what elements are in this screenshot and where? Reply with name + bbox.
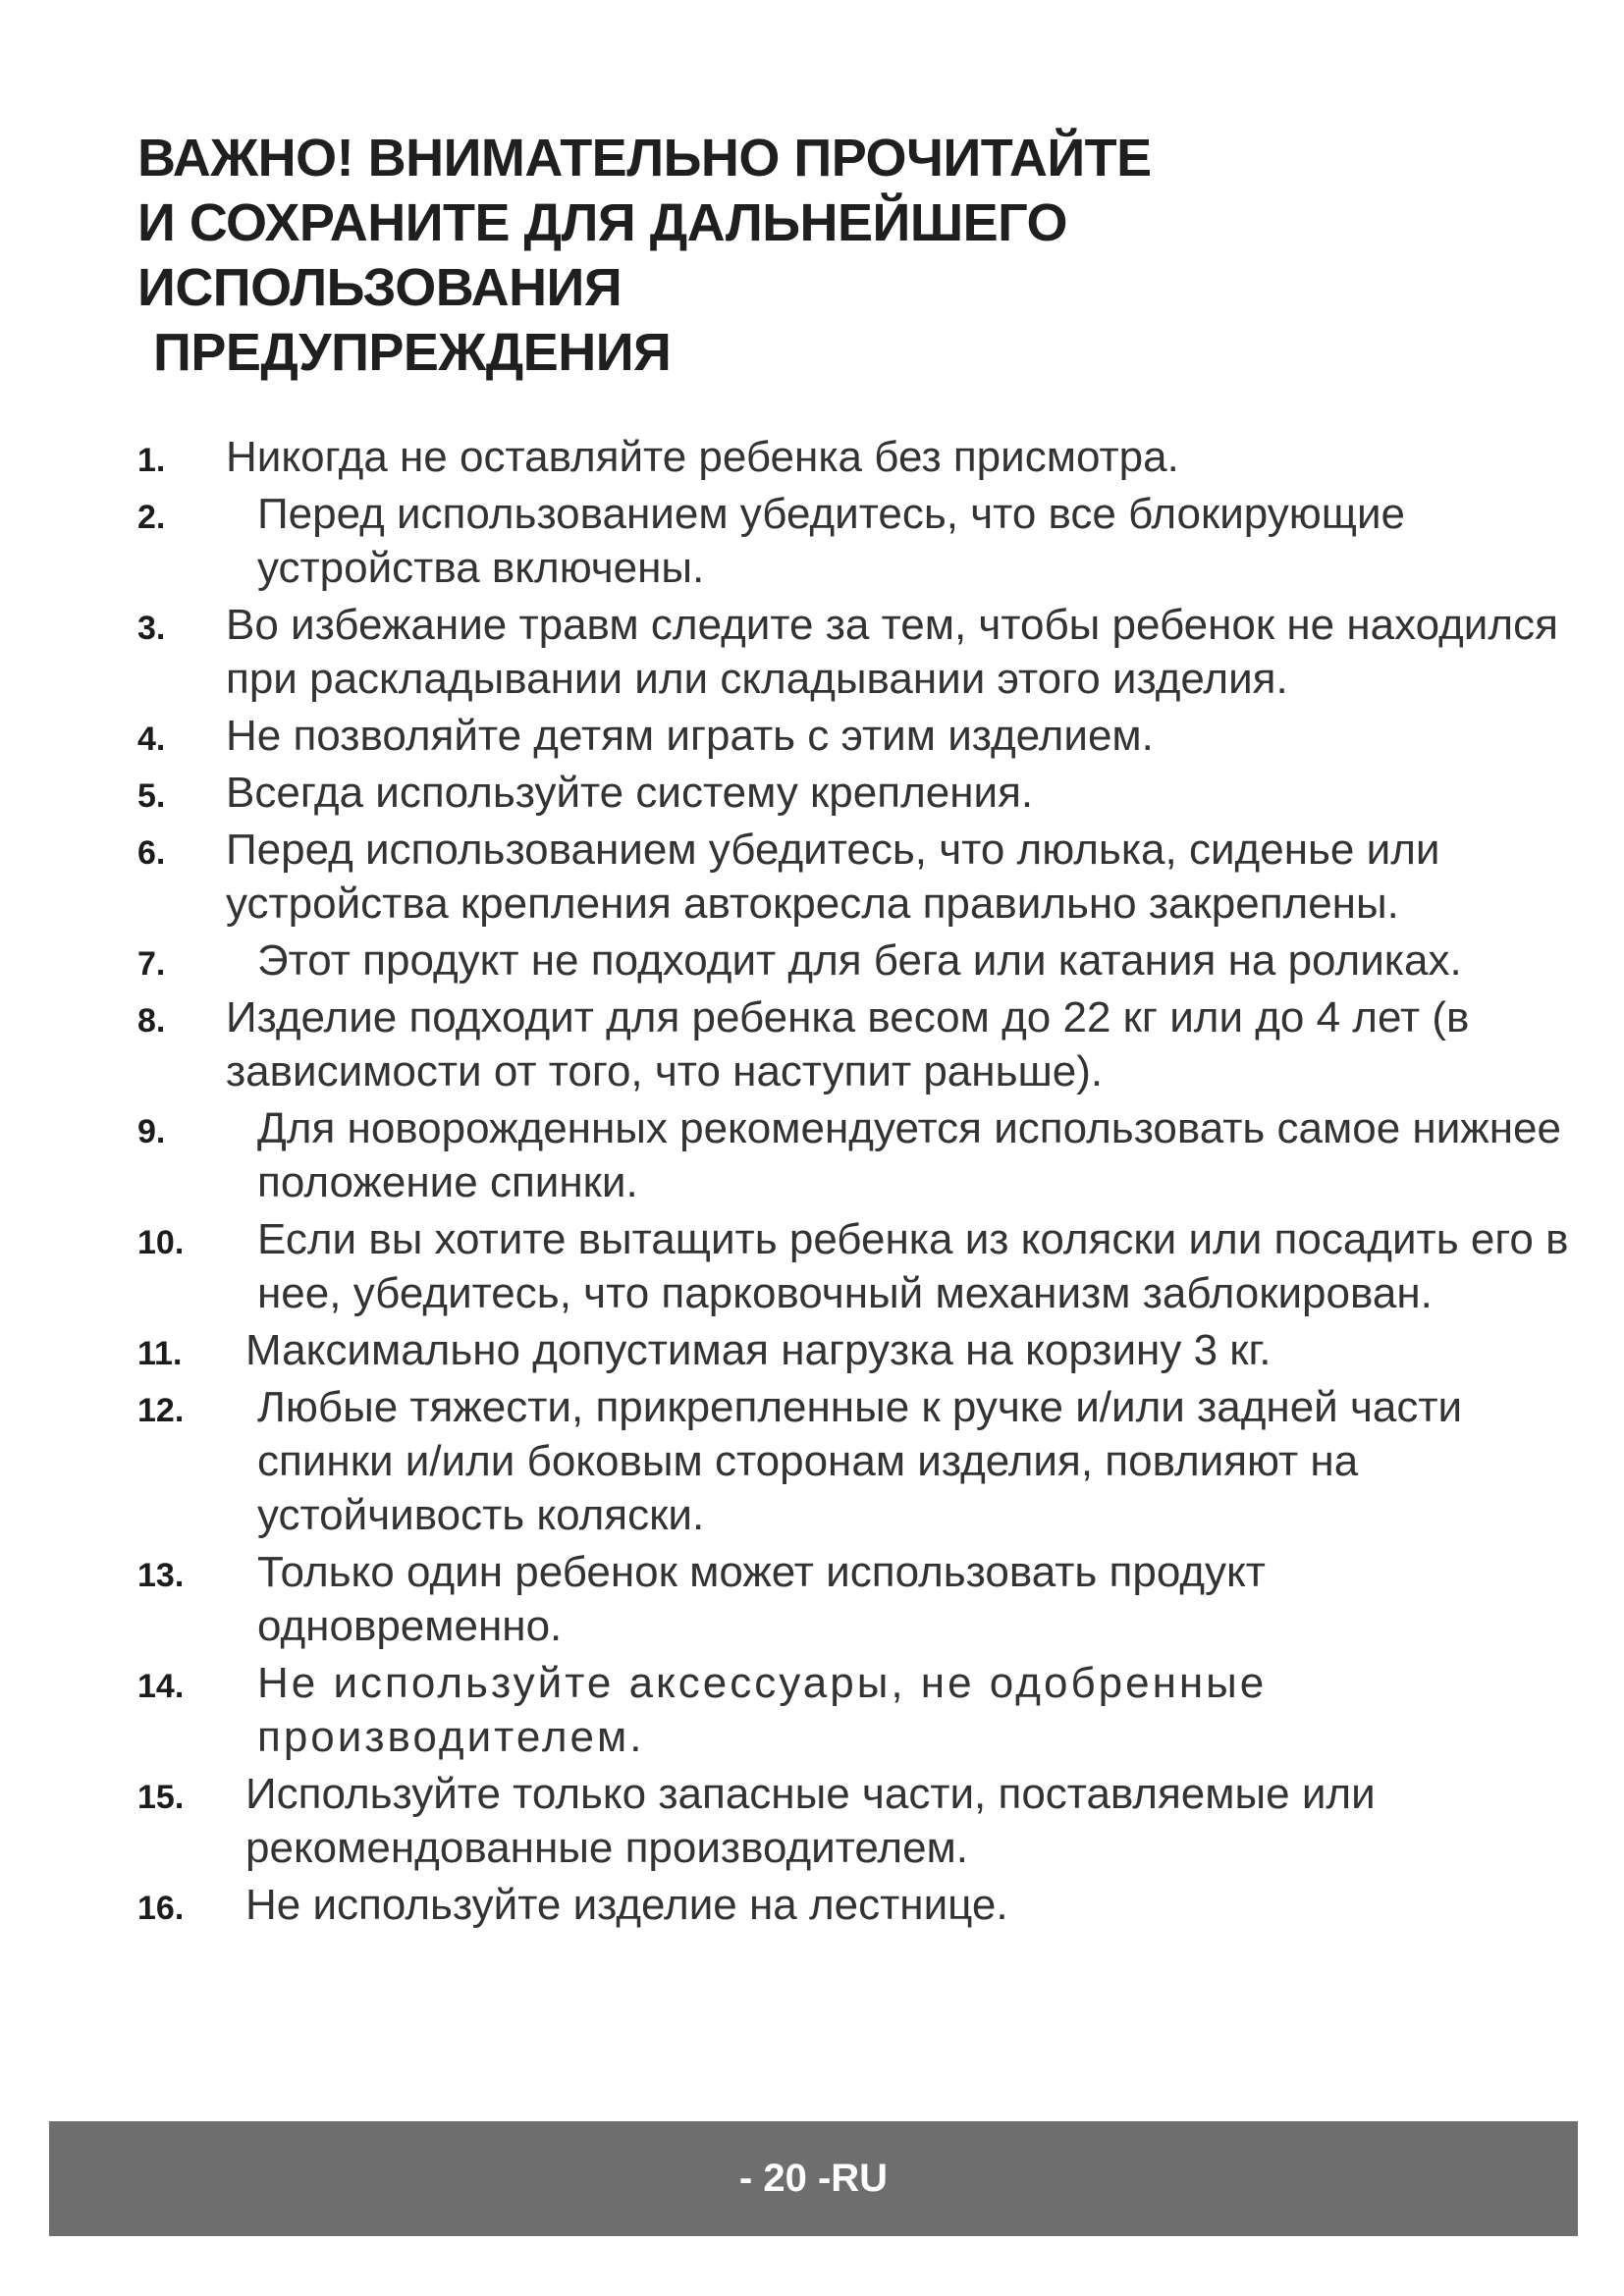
warning-text: Для новорожденных рекомендуется использовать самое нижнее положение спинки. xyxy=(257,1104,1561,1206)
warning-text: Не используйте аксессуары, не одобренные производителем. xyxy=(257,1659,1268,1761)
warning-number: 8. xyxy=(137,1002,166,1040)
warning-item xyxy=(137,1380,1581,1542)
warning-number: 13. xyxy=(137,1557,185,1594)
warning-text: Любые тяжести, прикрепленные к ручке и/или задней части спинки и/или боковым сторонам изделия, повлияют на устойчивость коляски. xyxy=(257,1383,1463,1539)
warning-text: Перед использованием убедитесь, что все блокирующие устройства включены. xyxy=(257,490,1406,592)
page-number: - 20 -RU xyxy=(738,2157,889,2200)
warning-number: 15. xyxy=(137,1779,185,1816)
warning-item xyxy=(137,823,1581,931)
warning-item xyxy=(137,990,1581,1098)
warning-text: Во избежание травм следите за тем, чтобы ребенок не находился при раскладывании или складывании этого изделия. xyxy=(226,601,1558,703)
warning-number: 10. xyxy=(137,1224,185,1261)
heading-line-4: ПРЕДУПРЕЖДЕНИЯ xyxy=(153,323,672,382)
warning-number: 7. xyxy=(137,945,166,983)
warning-text: Только один ребенок может использовать продукт одновременно. xyxy=(257,1548,1266,1650)
warning-item xyxy=(137,1878,1581,1932)
warning-number: 6. xyxy=(137,834,166,872)
warning-item xyxy=(137,1767,1581,1875)
heading-line-3: ИСПОЛЬЗОВАНИЯ xyxy=(137,258,623,317)
warning-item xyxy=(137,1656,1581,1764)
warning-number: 14. xyxy=(137,1668,185,1705)
warning-number: 5. xyxy=(137,777,166,815)
warning-item xyxy=(137,487,1581,595)
page-heading xyxy=(137,126,1512,385)
warning-text: Не используйте изделие на лестнице. xyxy=(245,1881,1008,1929)
warning-number: 16. xyxy=(137,1890,185,1927)
footer-bar xyxy=(49,2121,1578,2236)
warning-text: Перед использованием убедитесь, что люлька, сиденье или устройства крепления автокресла правильно закреплены. xyxy=(226,826,1440,928)
warning-text: Если вы хотите вытащить ребенка из коляски или посадить его в нее, убедитесь, что парковочный механизм заблокирован. xyxy=(257,1215,1569,1317)
warning-text: Изделие подходит для ребенка весом до 22 кг или до 4 лет (в зависимости от того, что наступит раньше). xyxy=(226,993,1470,1095)
warning-item xyxy=(137,430,1581,484)
warning-number: 4. xyxy=(137,721,166,758)
warnings-list xyxy=(137,430,1581,1935)
warning-text: Этот продукт не подходит для бега или катания на роликах. xyxy=(257,936,1462,985)
heading-line-2: И СОХРАНИТЕ ДЛЯ ДАЛЬНЕЙШЕГО xyxy=(137,193,1068,252)
heading-line-1: ВАЖНО! ВНИМАТЕЛЬНО ПРОЧИТАЙТЕ xyxy=(137,129,1152,187)
warning-item xyxy=(137,598,1581,706)
warning-item xyxy=(137,1545,1581,1653)
warning-text: Всегда используйте систему крепления. xyxy=(226,769,1034,817)
warning-number: 1. xyxy=(137,442,166,479)
warning-text: Используйте только запасные части, поставляемые или рекомендованные производителем. xyxy=(245,1770,1376,1872)
warning-number: 11. xyxy=(137,1335,183,1372)
warning-number: 3. xyxy=(137,610,166,647)
warning-number: 12. xyxy=(137,1392,185,1429)
warning-item xyxy=(137,934,1581,988)
warning-number: 2. xyxy=(137,499,166,536)
warning-item xyxy=(137,1323,1581,1377)
warning-item xyxy=(137,766,1581,820)
warning-item xyxy=(137,1101,1581,1209)
warning-text: Никогда не оставляйте ребенка без присмотра. xyxy=(226,433,1179,481)
warning-text: Не позволяйте детям играть с этим изделием. xyxy=(226,712,1154,760)
warning-text: Максимально допустимая нагрузка на корзину 3 кг. xyxy=(245,1326,1272,1374)
warning-item xyxy=(137,709,1581,763)
warning-item xyxy=(137,1212,1581,1320)
warning-number: 9. xyxy=(137,1113,166,1150)
